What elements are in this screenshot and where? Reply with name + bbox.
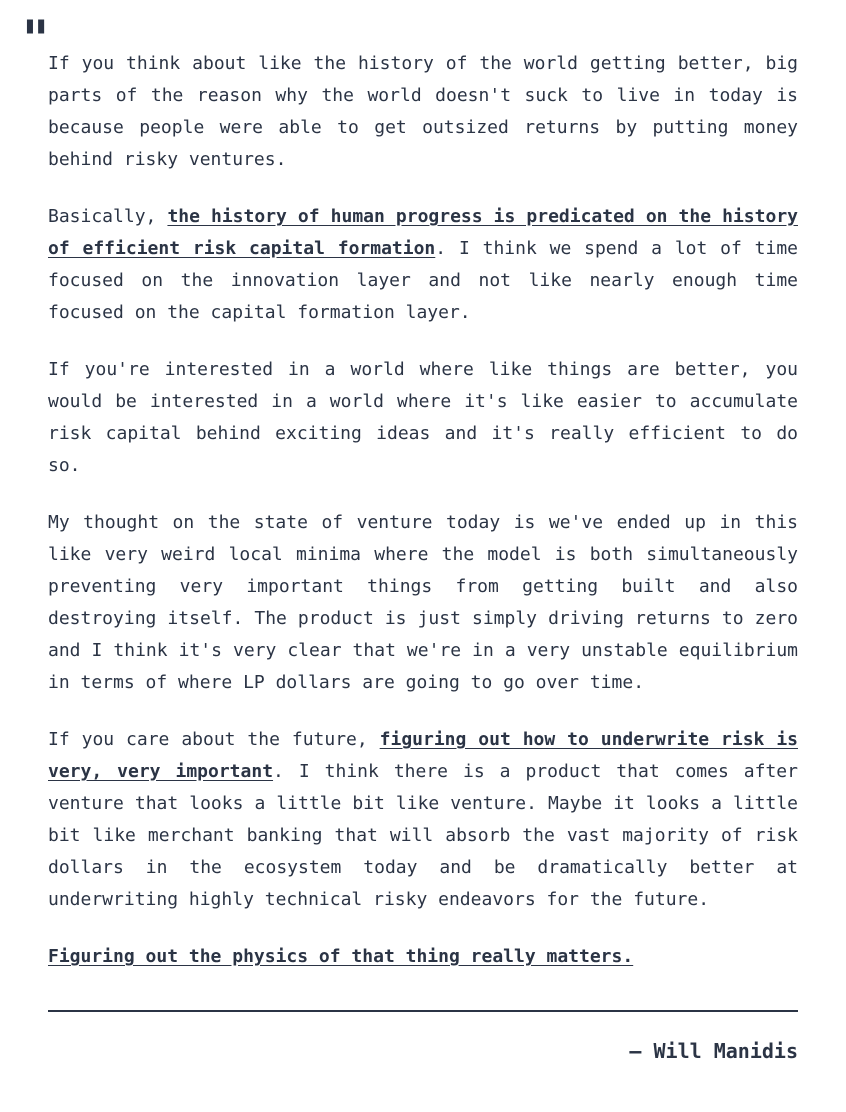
emphasized-phrase: figuring out how to underwrite risk is very, very important (48, 729, 798, 782)
quote-body (48, 48, 798, 998)
quote-paragraph-3 (48, 354, 798, 482)
paragraph-text: If you think about like the history of the world getting better, big parts of the reason why the world doesn't suck to live in today is because people were able to get outsized returns by putting money behind risky ventures. (48, 53, 798, 170)
paragraph-text: . I think we spend a lot of time focused on the innovation layer and not like nearly enough time focused on the capital formation layer. (48, 238, 799, 323)
emphasized-phrase: Figuring out the physics of that thing really matters. (48, 946, 634, 967)
paragraph-text: My thought on the state of venture today is we've ended up in this like very weird local minima where the model is both simultaneously preventing very important things from getting built and also destroying itself. The product is just simply driving returns to zero and I think it's very clear that we're in a very unstable equilibrium in terms of where LP dollars are going to go over time. (48, 512, 798, 693)
emphasized-phrase: the history of human progress is predicated on the history of efficient risk capital formation (48, 206, 798, 259)
quote-paragraph-1 (48, 48, 798, 176)
divider (48, 1010, 798, 1012)
quote-paragraph-5 (48, 724, 798, 916)
paragraph-text: If you're interested in a world where like things are better, you would be interested in a world where it's like easier to accumulate risk capital behind exciting ideas and it's really efficient to do so. (48, 359, 798, 476)
paragraph-text: Basically, (48, 206, 168, 227)
quote-paragraph-2 (48, 201, 798, 329)
quote-paragraph-4 (48, 507, 798, 699)
quote-attribution: — Will Manidis (629, 1039, 798, 1063)
paragraph-text: . I think there is a product that comes after venture that looks a little bit like venture. Maybe it looks a little bit like merchant banking that will absorb the vast majority of risk dollars in the ecosystem today and be dramatically better at underwriting highly technical risky endeavors for the future. (48, 761, 798, 910)
quote-paragraph-6 (48, 941, 798, 973)
paragraph-text: If you care about the future, (48, 729, 380, 750)
quote-mark-icon: " (22, 10, 48, 70)
